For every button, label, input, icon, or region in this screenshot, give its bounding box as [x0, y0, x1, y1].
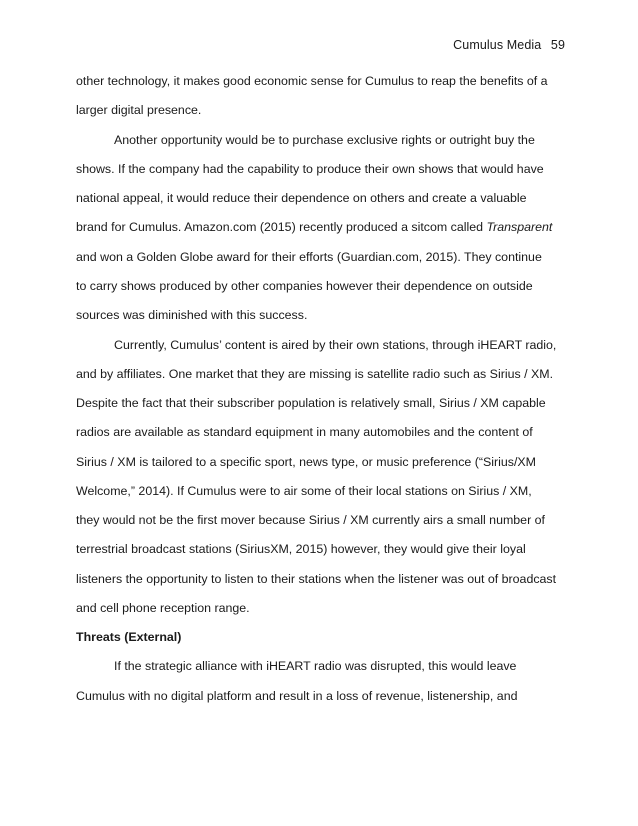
body-line: and by affiliates. One market that they are missing is satellite radio such as Sirius / XM.	[76, 367, 554, 381]
paragraph-first-line: If the strategic alliance with iHEART radio was disrupted, this would leave	[114, 659, 517, 673]
body-line: other technology, it makes good economic sense for Cumulus to reap the benefits of a	[76, 74, 548, 88]
body-line: they would not be the first mover because Sirius / XM currently airs a small number of	[76, 513, 545, 527]
body-line: terrestrial broadcast stations (SiriusXM, 2015) however, they would give their loyal	[76, 542, 526, 556]
body-line: Sirius / XM is tailored to a specific sport, news type, or music preference (“Sirius/XM	[76, 455, 536, 469]
body-line: Welcome,” 2014). If Cumulus were to air some of their local stations on Sirius / XM,	[76, 484, 532, 498]
body-text: brand for Cumulus. Amazon.com (2015) recently produced a sitcom called	[76, 220, 487, 234]
body-line: to carry shows produced by other companies however their dependence on outside	[76, 279, 533, 293]
section-heading: Threats (External)	[76, 630, 182, 644]
body-line: sources was diminished with this success.	[76, 308, 308, 322]
running-header	[453, 38, 565, 52]
body-line: Despite the fact that their subscriber population is relatively small, Sirius / XM capable	[76, 396, 546, 410]
body-line: radios are available as standard equipment in many automobiles and the content of	[76, 425, 533, 439]
body-line	[76, 220, 552, 235]
body-line: Cumulus with no digital platform and result in a loss of revenue, listenership, and	[76, 689, 518, 703]
body-line: shows. If the company had the capability to produce their own shows that would have	[76, 162, 544, 176]
body-line: listeners the opportunity to listen to their stations when the listener was out of broadcast	[76, 572, 557, 586]
paragraph-first-line: Another opportunity would be to purchase exclusive rights or outright buy the	[114, 133, 535, 147]
paragraph-first-line: Currently, Cumulus’ content is aired by their own stations, through iHEART radio,	[114, 338, 557, 352]
page-number: 59	[550, 38, 565, 52]
body-line: larger digital presence.	[76, 103, 202, 117]
italic-title: Transparent	[486, 220, 553, 234]
body-line: national appeal, it would reduce their dependence on others and create a valuable	[76, 191, 527, 205]
running-title: Cumulus Media	[453, 38, 542, 52]
body-line: and cell phone reception range.	[76, 601, 250, 615]
body-line: and won a Golden Globe award for their efforts (Guardian.com, 2015). They continue	[76, 250, 542, 264]
